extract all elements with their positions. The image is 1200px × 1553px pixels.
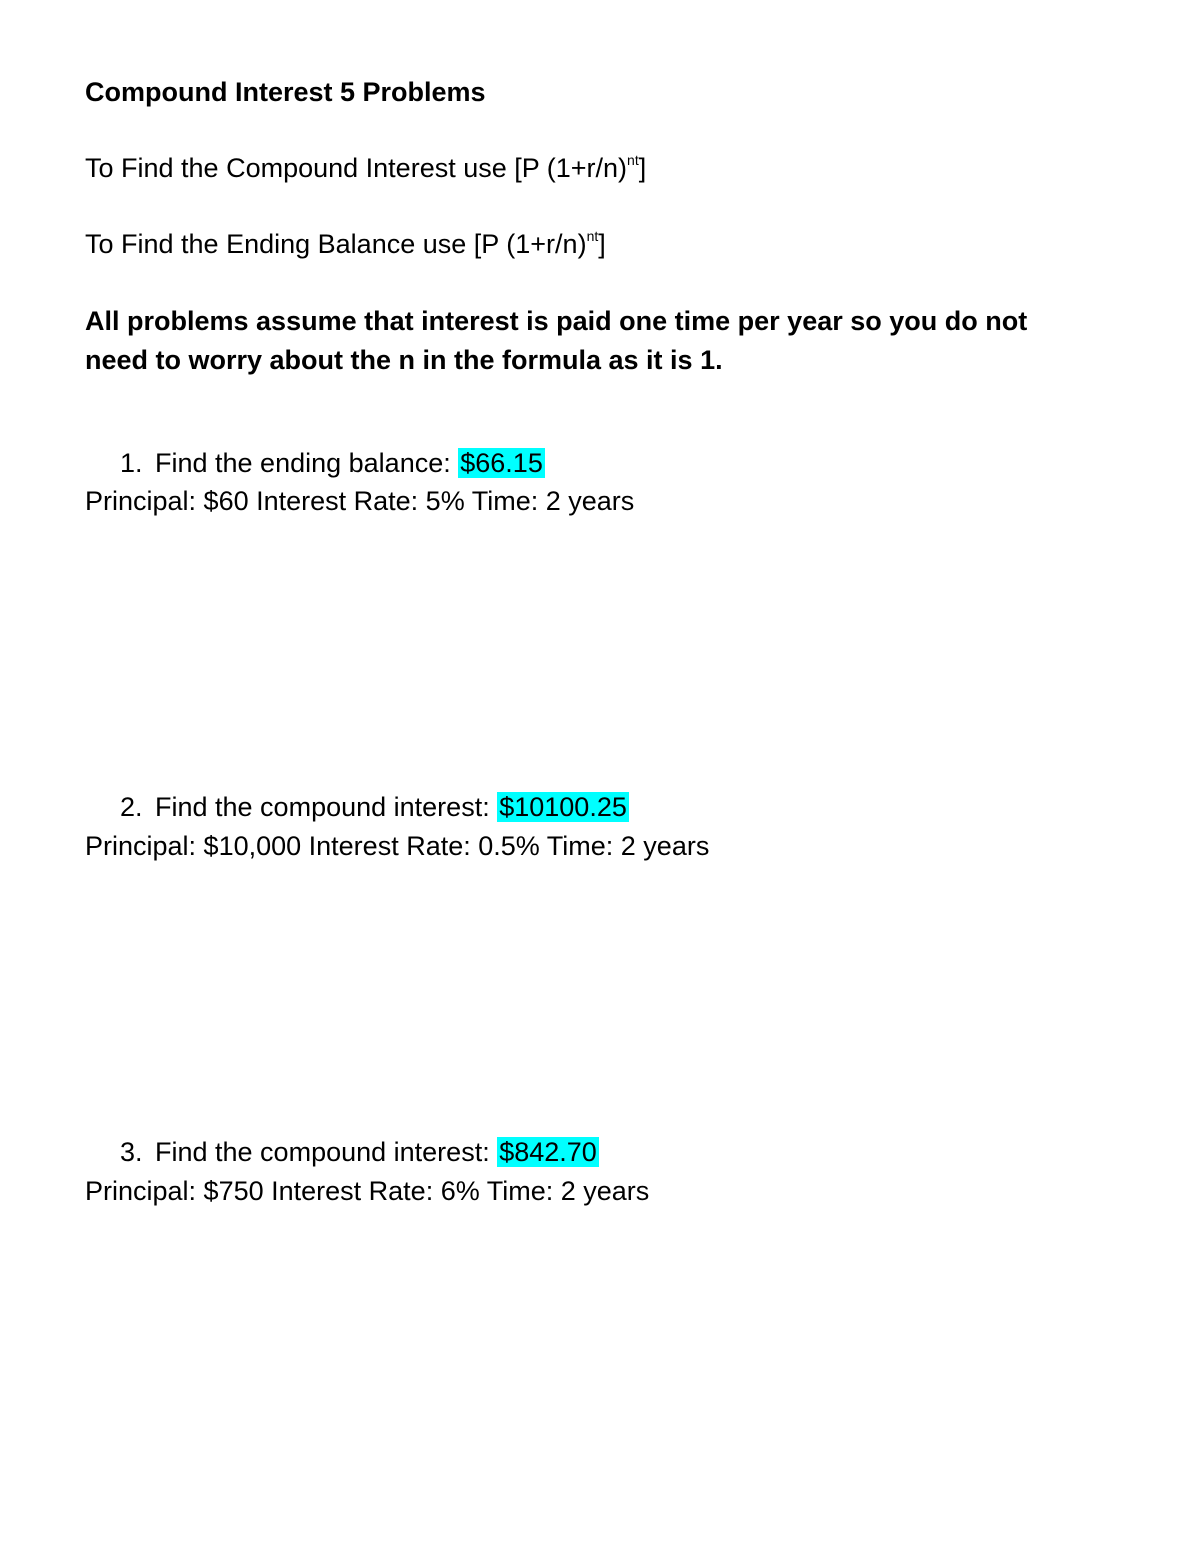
problem-2-details: Principal: $10,000 Interest Rate: 0.5% Time: 2 years [85, 831, 710, 861]
formula-compound-interest [85, 150, 646, 186]
problem-1-details: Principal: $60 Interest Rate: 5% Time: 2 years [85, 486, 635, 516]
problem-2-answer: $10100.25 [499, 792, 627, 822]
problem-3-number: 3. [120, 1137, 143, 1167]
formula-interest-close: ] [638, 153, 647, 183]
problem-3-text: Find the compound interest: [155, 1137, 490, 1167]
problem-1-question [120, 445, 545, 481]
formula-interest-text: To Find the Compound Interest use [P (1+r/n) [85, 153, 628, 183]
problem-3-answer: $842.70 [499, 1137, 597, 1167]
assumption-note: All problems assume that interest is paid one time per year so you do not need to worry about the n in the formula as it is 1. [85, 306, 1028, 375]
problem-1-number: 1. [120, 448, 143, 478]
problem-2-question [120, 789, 629, 825]
formula-balance-close: ] [598, 229, 606, 259]
formula-balance-exponent: nt [586, 228, 599, 244]
formula-interest-exponent: nt [627, 152, 639, 168]
problem-2-number: 2. [120, 792, 143, 822]
problem-1-text: Find the ending balance: [155, 448, 451, 478]
page-title: Compound Interest 5 Problems [85, 77, 486, 107]
problem-3-details: Principal: $750 Interest Rate: 6% Time: 2 years [85, 1176, 650, 1206]
formula-ending-balance [85, 226, 606, 262]
formula-balance-text: To Find the Ending Balance use [P (1+r/n) [85, 229, 587, 259]
problem-1-answer: $66.15 [460, 448, 543, 478]
problem-3-question [120, 1134, 599, 1170]
problem-2-text: Find the compound interest: [155, 792, 490, 822]
